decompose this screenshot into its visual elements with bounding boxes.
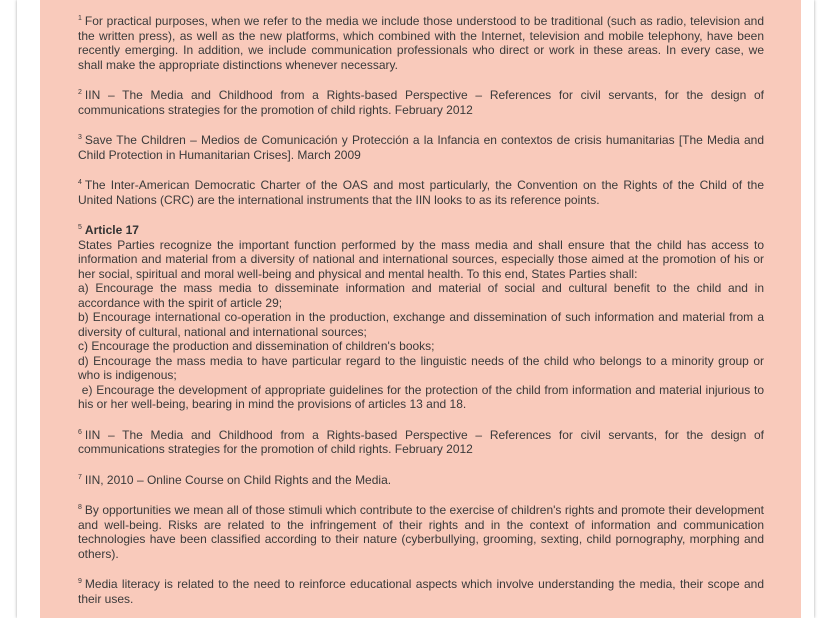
footnote-4 bbox=[78, 178, 764, 207]
article-heading: Article 17 bbox=[84, 223, 139, 237]
footnote-text: Save The Children – Medios de Comunicación y Protección a la Infancia en contextos de crisis humanitarias [The Media and Child Protection in Humanitarian Crises]. March 2009 bbox=[78, 133, 764, 162]
footnote-1 bbox=[78, 14, 764, 72]
footnote-number: 9 bbox=[78, 578, 82, 585]
article-intro: States Parties recognize the important function performed by the mass media and shall ensure that the child has access to information and material from a diversity of national and international sources, especially those aimed at the promotion of his or her social, spiritual and moral well-being and physical and mental health. To this end, States Parties shall: bbox=[78, 237, 764, 281]
footnote-number: 1 bbox=[78, 15, 82, 22]
footnote-number: 5 bbox=[78, 224, 82, 231]
footnote-text: IIN – The Media and Childhood from a Rights-based Perspective – References for civil servants, for the design of communications strategies for the promotion of child rights. February 2012 bbox=[78, 427, 764, 456]
footnote-text: IIN, 2010 – Online Course on Child Rights and the Media. bbox=[84, 472, 392, 487]
footnote-8 bbox=[78, 503, 764, 561]
article-item-a: a) Encourage the mass media to disseminate information and material of social and cultural benefit to the child and in accordance with the spirit of article 29; bbox=[78, 281, 764, 310]
footnote-6 bbox=[78, 428, 764, 457]
article-item-c: c) Encourage the production and dissemination of children's books; bbox=[78, 339, 435, 353]
article-item-d: d) Encourage the mass media to have particular regard to the linguistic needs of the child who belongs to a minority group or who is indigenous; bbox=[78, 353, 764, 382]
footnote-text: IIN – The Media and Childhood from a Rights-based Perspective – References for civil servants, for the design of communications strategies for the promotion of child rights. February 2012 bbox=[78, 88, 764, 117]
footnotes-panel bbox=[40, 0, 801, 618]
footnote-5-article bbox=[78, 223, 768, 412]
article-heading-line bbox=[78, 223, 764, 238]
footnote-2 bbox=[78, 88, 764, 117]
footnote-text: Media literacy is related to the need to reinforce educational aspects which involve understanding the media, their scope and their uses. bbox=[78, 577, 764, 606]
footnote-number: 4 bbox=[78, 179, 82, 186]
footnote-number: 2 bbox=[78, 89, 82, 96]
article-item-b: b) Encourage international co-operation in the production, exchange and dissemination of such information and material from a diversity of cultural, national and international sources; bbox=[78, 310, 764, 339]
footnote-text: By opportunities we mean all of those stimuli which contribute to the exercise of children's rights and promote their development and well-being. Risks are related to the infringement of their rights and in the context of information and communication technologies have been classified according to their nature (cyberbullying, grooming, sexting, child pornography, morphing and others). bbox=[78, 503, 764, 561]
footnotes-content bbox=[78, 14, 768, 618]
footnote-number: 7 bbox=[78, 473, 82, 481]
footnote-9 bbox=[78, 577, 764, 606]
footnote-7 bbox=[78, 473, 764, 488]
footnote-text: For practical purposes, when we refer to the media we include those understood to be traditional (such as radio, television and the written press), as well as the new platforms, which combined with the Internet, television and mobile telephony, have been recently emerging. In addition, we include communication professionals who direct or work in these areas. In every case, we shall make the appropriate distinctions whenever necessary. bbox=[78, 14, 764, 72]
footnote-number: 3 bbox=[78, 134, 82, 141]
footnote-number: 6 bbox=[78, 428, 82, 436]
footnote-number: 8 bbox=[78, 504, 82, 511]
footnote-text: The Inter-American Democratic Charter of the OAS and most particularly, the Convention on the Rights of the Child of the United Nations (CRC) are the international instruments that the IIN looks to as its reference points. bbox=[78, 178, 764, 207]
footnote-3 bbox=[78, 133, 764, 162]
article-item-e: e) Encourage the development of appropriate guidelines for the protection of the child from information and material injurious to his or her well-being, bearing in mind the provisions of articles 13 and 18. bbox=[78, 382, 768, 411]
